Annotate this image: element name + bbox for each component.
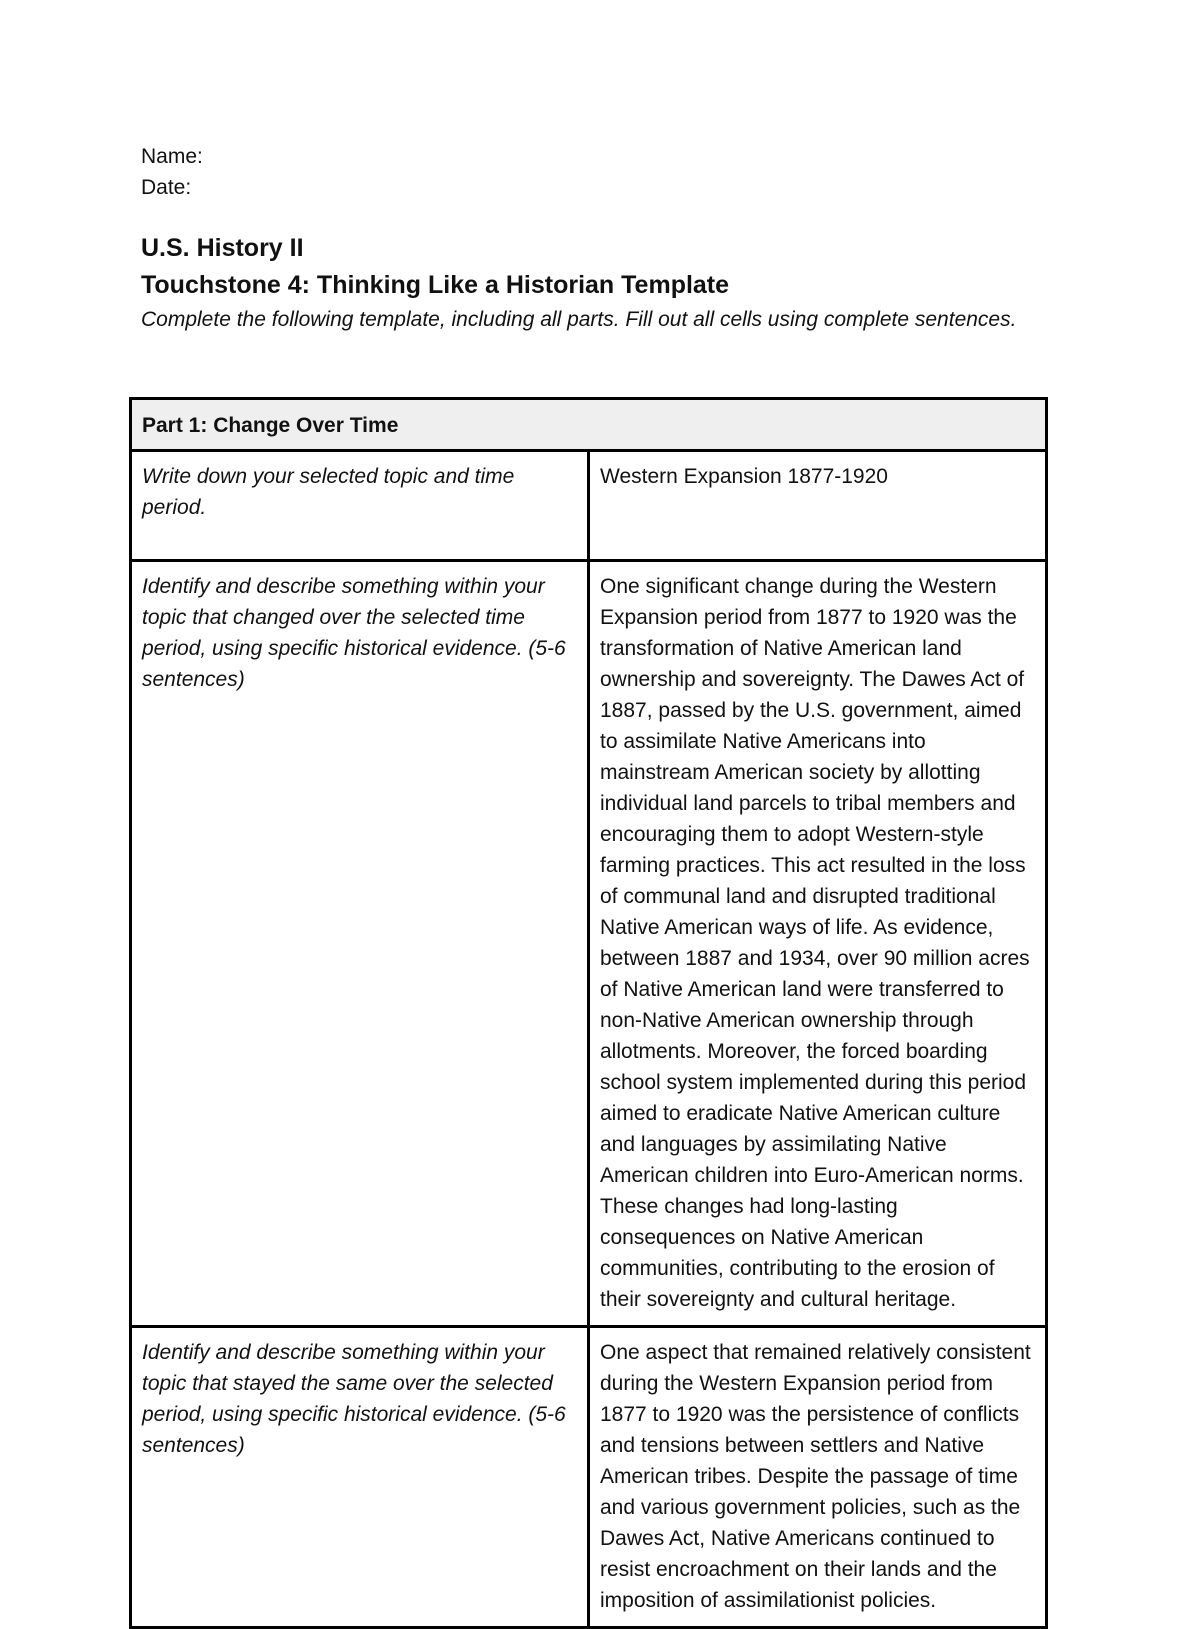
prompt-cell: Identify and describe something within your topic that stayed the same over the selected period, using specific historical evidence. (5-6 sentences): [131, 1327, 589, 1628]
instructions-text: Complete the following template, including all parts. Fill out all cells using complete sentences.: [141, 308, 1017, 331]
table-header-row: [131, 399, 1047, 451]
table-row: [131, 561, 1047, 1327]
date-label: Date:: [141, 176, 192, 199]
change-over-time-table: [129, 397, 1048, 1629]
response-cell: One significant change during the Western Expansion period from 1877 to 1920 was the transformation of Native American land ownership and sovereignty. The Dawes Act of 1887, passed by the U.S. government, aimed to assimilate Native Americans into mainstream American society by allotting individual land parcels to tribal members and encouraging them to adopt Western-style farming practices. This act resulted in the loss of communal land and disrupted traditional Native American ways of life. As evidence, between 1887 and 1934, over 90 million acres of Native American land were transferred to non-Native American ownership through allotments. Moreover, the forced boarding school system implemented during this period aimed to eradicate Native American culture and languages by assimilating Native American children into Euro-American norms. These changes had long-lasting consequences on Native American communities, contributing to the erosion of their sovereignty and cultural heritage.: [589, 561, 1047, 1327]
header-fields: [141, 141, 203, 203]
table-row: [131, 1327, 1047, 1628]
name-label: Name:: [141, 145, 203, 168]
table-row: [131, 451, 1047, 561]
prompt-cell: Identify and describe something within your topic that changed over the selected time period, using specific historical evidence. (5-6 sentences): [131, 561, 589, 1327]
course-title: U.S. History II: [141, 234, 304, 262]
response-cell: Western Expansion 1877-1920: [589, 451, 1047, 561]
response-cell: One aspect that remained relatively consistent during the Western Expansion period from 1877 to 1920 was the persistence of conflicts and tensions between settlers and Native American tribes. Despite the passage of time and various government policies, such as the Dawes Act, Native Americans continued to resist encroachment on their lands and the imposition of assimilationist policies.: [589, 1327, 1047, 1628]
document-title: Touchstone 4: Thinking Like a Historian Template: [141, 271, 730, 299]
part-header: Part 1: Change Over Time: [131, 399, 1047, 451]
prompt-cell: Write down your selected topic and time period.: [131, 451, 589, 561]
